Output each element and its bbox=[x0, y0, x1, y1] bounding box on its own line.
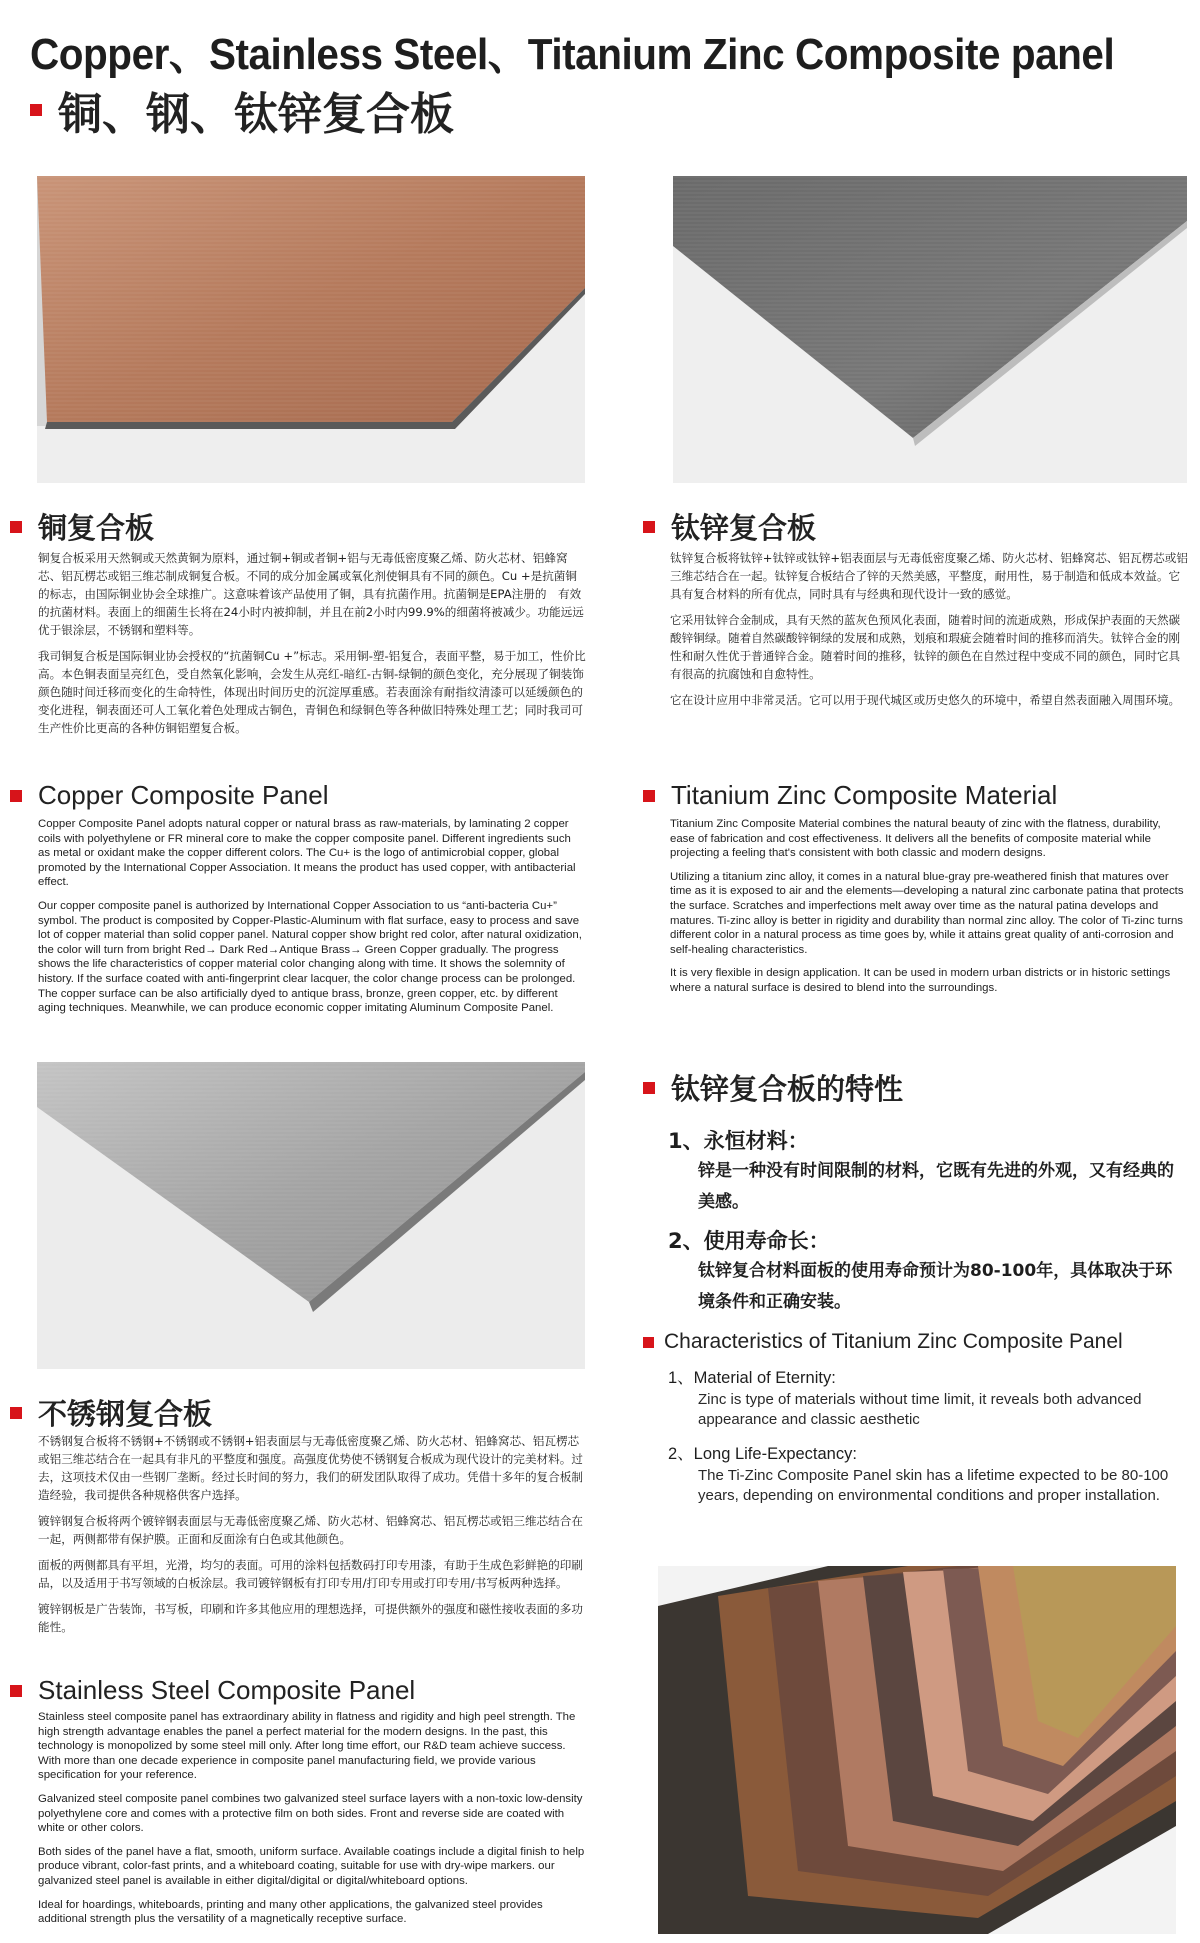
page-title-en: Copper、Stainless Steel、Titanium Zinc Composite panel bbox=[30, 30, 1115, 79]
red-square-bullet-icon bbox=[10, 521, 22, 533]
red-square-bullet-icon bbox=[30, 104, 42, 116]
titanium-paragraph-cn: 它在设计应用中非常灵活。它可以用于现代城区或历史悠久的环境中，希望自然表面融入周围环境。 bbox=[670, 693, 1181, 707]
titanium-paragraph-en: It is very flexible in design application. It can be used in modern urban districts or in historic settings where a natural surface is desired to blend into the surroundings. bbox=[670, 967, 1171, 994]
titanium-paragraph-cn: 它采用钛锌合金制成，具有天然的蓝灰色预风化表面，随着时间的流逝成熟，形成保护表面的天然碳酸锌铜绿。随着自然碳酸锌铜绿的发展和成熟，划痕和瑕疵会随着时间的推移而消失。钛锌合金的刚性和耐久性优于普通锌合金。随着时间的推移，钛锌的颜色在自然过程中变成不同的颜色，同时它具有很高的抗腐蚀和自愈特性。 bbox=[670, 613, 1181, 681]
titanium-heading-en bbox=[643, 780, 1057, 811]
red-square-bullet-icon bbox=[643, 1082, 655, 1094]
copper-body-en bbox=[38, 817, 586, 1025]
copper-paragraph-cn: 铜复合板采用天然铜或天然黄铜为原料，通过铜+铜或者铜+铝与无毒低密度聚乙烯、防火芯材、铝蜂窝芯、铝瓦楞芯或铝三维芯制成铜复合板。不同的成分加金属或氧化剂使铜具有不同的颜色。Cu +是抗菌铜的标志，由国际铜业协会全球推广。这意味着该产品使用了铜，具有抗菌作用。抗菌铜是EPA注册的 有效的抗菌材料。表面上的细菌生长将在24小时内被抑制，并且在前2小时内99.9%的细菌将被减少。功能远远优于银涂层，不锈钢和塑料等。 bbox=[38, 551, 584, 637]
stainless-heading-cn-text: 不锈钢复合板 bbox=[38, 1397, 213, 1431]
titanium-paragraph-en: Utilizing a titanium zinc alloy, it comes in a natural blue-gray pre-weathered finish that matures over time as it is exposed to air and the elements—developing a natural zinc carbonate patina that protects the surface. Scratches and imperfections melt away over time as the natural patina develops and matures. Ti-zinc alloy is better in rigidity and durability than normal zinc alloy. The color of Ti-zinc turns different color in a natural process as time goes by, while it attains great quality of anti-corrosion and self-healing characteristics. bbox=[670, 870, 1184, 956]
titanium-heading-cn-text: 钛锌复合板 bbox=[671, 511, 817, 545]
titanium-body-en bbox=[670, 817, 1188, 1005]
copper-paragraph-en: Our copper composite panel is authorized by International Copper Association to us “anti-bacteria Cu+” symbol. The product is composited by Copper-Plastic-Aluminum with flat surface, easy to process and save lot of copper material than solid copper panel. Natural copper show bright red color, after natural oxidization, the color will turn from bright Red→ Dark Red→Antique Brass→ Green Copper gradually. The progress shows the life characteristics of copper material color changing along with time. It shows the solemnity of history. If the surface coated with anti-fingerprint clear lacquer, the color change process can be prolonged. The copper surface can be also artificially dyed to antique brass, bronze, green copper, etc. by different aging techniques. Meanwhile, we can produce economic copper imitating Aluminum Composite Panel. bbox=[38, 899, 582, 1015]
stainless-body-cn bbox=[38, 1432, 590, 1644]
copper-heading-en-text: Copper Composite Panel bbox=[38, 780, 329, 810]
features-heading-en bbox=[643, 1330, 1123, 1354]
feature-item-cn bbox=[668, 1226, 1188, 1318]
red-square-bullet-icon bbox=[10, 1685, 22, 1697]
titanium-heading-en-text: Titanium Zinc Composite Material bbox=[671, 780, 1058, 810]
copper-heading-cn-text: 铜复合板 bbox=[38, 511, 155, 545]
stainless-heading-en-text: Stainless Steel Composite Panel bbox=[38, 1675, 416, 1705]
red-square-bullet-icon bbox=[643, 1337, 654, 1348]
stainless-paragraph-cn: 镀锌钢复合板将两个镀锌钢表面层与无毒低密度聚乙烯、防火芯材、铝蜂窝芯、铝瓦楞芯或铝三维芯结合在一起，两侧都带有保护膜。正面和反面涂有白色或其他颜色。 bbox=[38, 1514, 583, 1546]
feature-item-en bbox=[668, 1366, 1188, 1430]
red-square-bullet-icon bbox=[10, 790, 22, 802]
feature-title-en: 2、Long Life-Expectancy: bbox=[668, 1445, 857, 1463]
feature-title-en: 1、Material of Eternity: bbox=[668, 1369, 836, 1387]
stainless-paragraph-cn: 不锈钢复合板将不锈钢+不锈钢或不锈钢+铝表面层与无毒低密度聚乙烯、防火芯材、铝蜂窝芯、铝瓦楞芯或铝三维芯结合在一起具有非凡的平整度和强度。高强度优势使不锈钢复合板成为现代设计的完美材料。过去，这项技术仅由一些钢厂垄断。经过长时间的努力，我们的研发团队取得了成功。凭借十多年的复合板制造经验，我司提供各种规格供客户选择。 bbox=[38, 1434, 583, 1502]
feature-item-cn bbox=[668, 1126, 1188, 1218]
stainless-steel-panel-photo bbox=[37, 1062, 585, 1369]
stainless-paragraph-en: Stainless steel composite panel has extraordinary ability in flatness and rigidity and high peel strength. The high strength advantage enables the panel a perfect material for the modern designs. In the past, this technology is monopolized by some steel mill only. After long time effort, our R&D team achieve success. With more than one decade experience in composite panel manufacturing field, we provide various specification for your reference. bbox=[38, 1711, 576, 1782]
titanium-body-cn bbox=[670, 549, 1188, 717]
features-list-cn bbox=[668, 1126, 1188, 1318]
features-heading-cn-text: 钛锌复合板的特性 bbox=[671, 1072, 904, 1106]
copper-heading-en bbox=[10, 780, 329, 811]
red-square-bullet-icon bbox=[10, 1407, 22, 1419]
features-heading-en-text: Characteristics of Titanium Zinc Composite Panel bbox=[664, 1330, 1123, 1353]
page-title-cn-text: 铜、钢、钛锌复合板 bbox=[58, 89, 454, 140]
stainless-paragraph-en: Both sides of the panel have a flat, smooth, uniform surface. Available coatings include a digital finish to help produce vibrant, color-fast prints, and a whiteboard coating, suitable for use with dry-wipe markers. our galvanized steel panel is available in either digital/digital or digital/whiteboard options. bbox=[38, 1845, 585, 1887]
stainless-heading-cn bbox=[10, 1392, 212, 1433]
page-title-cn bbox=[30, 78, 454, 142]
feature-title-cn: 2、使用寿命长： bbox=[668, 1229, 830, 1253]
copper-paragraph-cn: 我司铜复合板是国际铜业协会授权的“抗菌铜Cu +”标志。采用铜-塑-铝复合，表面平整，易于加工，性价比高。本色铜表面呈亮红色，受自然氧化影响，会发生从亮红-暗红-古铜-绿铜的颜色变化，充分展现了铜装饰颜色随时间迁移而变化的生命特性，体现出时间历史的沉淀厚重感。若表面涂有耐指纹清漆可以延缓颜色的变化进程，铜表面还可人工氧化着色处理成古铜色，青铜色和绿铜色等各种做旧特殊处理工艺；同时我司可生产性价比更高的各种仿铜铝塑复合板。 bbox=[38, 649, 586, 735]
stainless-body-en bbox=[38, 1710, 590, 1936]
copper-paragraph-en: Copper Composite Panel adopts natural copper or natural brass as raw-materials, by laminating 2 copper coils with polyethylene or FR mineral core to make the copper composite panel. Different ingredients such as metal or oxidant make the copper different colors. The Cu+ is the logo of antimicrobial copper, global promoted by the International Copper Association. It means the product has used copper, with antibacterial effect. bbox=[38, 818, 576, 889]
titanium-paragraph-cn: 钛锌复合板将钛锌+钛锌或钛锌+铝表面层与无毒低密度聚乙烯、防火芯材、铝蜂窝芯、铝瓦楞芯或铝三维芯结合在一起。钛锌复合板结合了锌的天然美感，平整度，耐用性，易于制造和低成本效益。它具有复合材料的所有优点，同时具有与经典和现代设计一致的感觉。 bbox=[670, 551, 1188, 601]
feature-title-cn: 1、永恒材料： bbox=[668, 1129, 809, 1153]
features-list-en bbox=[668, 1366, 1188, 1506]
feature-text-cn: 钛锌复合材料面板的使用寿命预计为80-100年，具体取决于环境条件和正确安装。 bbox=[698, 1261, 1173, 1312]
copper-panel-photo bbox=[37, 176, 585, 483]
titanium-zinc-panel-photo bbox=[673, 176, 1187, 483]
copper-body-cn bbox=[38, 549, 588, 745]
stainless-paragraph-cn: 面板的两侧都具有平坦，光滑，均匀的表面。可用的涂料包括数码打印专用漆，有助于生成色彩鲜艳的印刷品，以及适用于书写领域的白板涂层。我司镀锌钢板有打印专用/打印专用或打印专用/书写板两种选择。 bbox=[38, 1558, 583, 1590]
feature-text-en: The Ti-Zinc Composite Panel skin has a lifetime expected to be 80-100 years, depending on environmental conditions and proper installation. bbox=[698, 1467, 1169, 1504]
feature-item-en bbox=[668, 1442, 1188, 1506]
red-square-bullet-icon bbox=[643, 790, 655, 802]
stainless-paragraph-cn: 镀锌钢板是广告装饰，书写板，印刷和许多其他应用的理想选择，可提供额外的强度和磁性接收表面的多功能性。 bbox=[38, 1602, 583, 1634]
stainless-paragraph-en: Ideal for hoardings, whiteboards, printing and many other applications, the galvanized steel provides additional strength plus the versatility of a magnetically receptive surface. bbox=[38, 1898, 543, 1926]
feature-text-cn: 锌是一种没有时间限制的材料，它既有先进的外观，又有经典的美感。 bbox=[698, 1161, 1174, 1212]
features-heading-cn bbox=[643, 1067, 903, 1108]
stacked-panel-samples-photo bbox=[658, 1566, 1176, 1934]
stainless-heading-en bbox=[10, 1675, 415, 1706]
titanium-paragraph-en: Titanium Zinc Composite Material combines the natural beauty of zinc with the flatness, durability, ease of fabrication and cost effectiveness. It delivers all the benefits of composite material while projecting a feeling that's consistent with both classic and modern designs. bbox=[670, 818, 1161, 860]
stainless-paragraph-en: Galvanized steel composite panel combines two galvanized steel surface layers with a non-toxic low-density polyethylene core and comes with a protective film on both sides. Front and reverse side are coated with white or other colors. bbox=[38, 1792, 583, 1835]
titanium-heading-cn bbox=[643, 506, 816, 547]
copper-heading-cn bbox=[10, 506, 154, 547]
feature-text-en: Zinc is type of materials without time limit, it reveals both advanced appearance and classic aesthetic bbox=[698, 1391, 1142, 1428]
red-square-bullet-icon bbox=[643, 521, 655, 533]
